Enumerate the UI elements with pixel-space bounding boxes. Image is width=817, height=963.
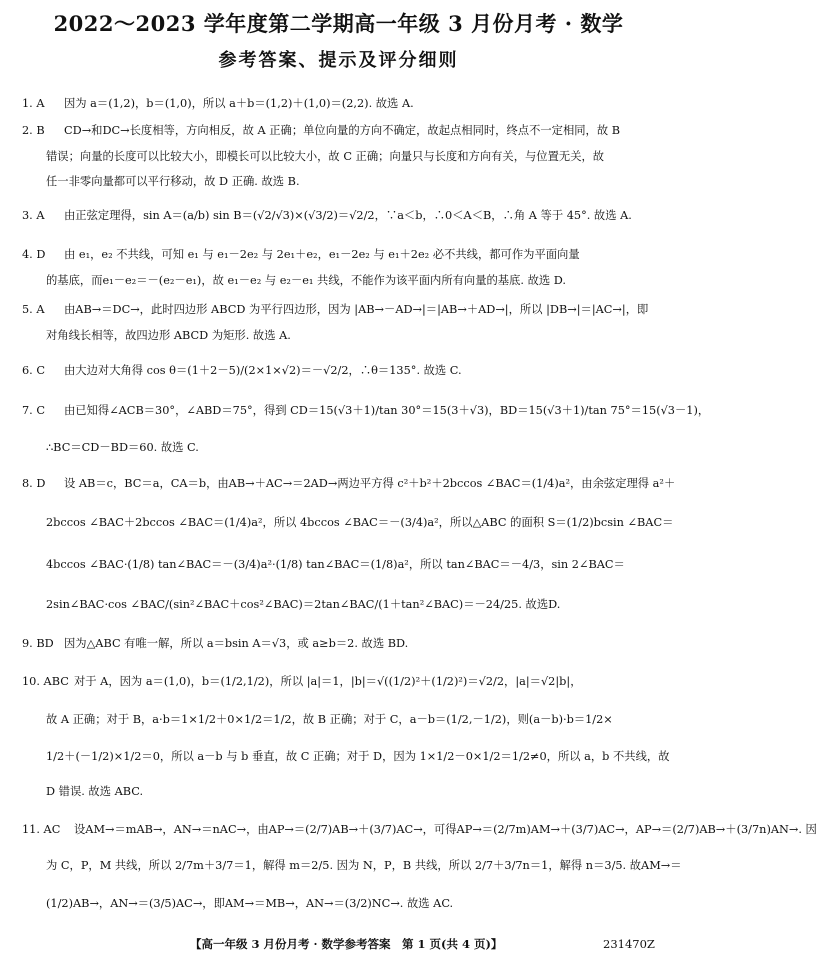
answer-line — [0, 555, 677, 575]
answer-line — [0, 271, 677, 291]
answer-line — [0, 147, 677, 167]
answer-number: 5. A — [22, 303, 45, 316]
answer-text: 由大边对大角得 cos θ＝(1＋2－5)/(2×1×√2)＝－√2/2，∴θ＝135°. 故选 C. — [64, 364, 462, 377]
answer-text: ∴BC＝CD－BD＝60. 故选 C. — [46, 441, 199, 454]
answer-text: 设AM→＝mAB→，AN→＝nAC→，由AP→＝(2/7)AB→＋(3/7)AC→，可得AP→＝(2/7m)AM→＋(3/7)AC→，AP→＝(2/7)AB→＋(3/7n)AN→. 因 — [74, 823, 817, 836]
answer-text: 2sin∠BAC·cos ∠BAC/(sin²∠BAC＋cos²∠BAC)＝2tan∠BAC/(1＋tan²∠BAC)＝－24/25. 故选D. — [46, 598, 561, 611]
answer-line — [0, 782, 677, 802]
answer-line — [0, 634, 677, 654]
answer-text: 由AB→＝DC→，此时四边形 ABCD 为平行四边形，因为 |AB→－AD→|＝|AB→＋AD→|，所以 |DB→|＝|AC→|，即 — [64, 303, 649, 316]
answer-text: 4bccos ∠BAC·(1/8) tan∠BAC＝－(3/4)a²·(1/8) tan∠BAC＝(1/8)a²，所以 tan∠BAC＝－4/3，sin 2∠BAC＝ — [46, 558, 625, 571]
answer-line — [0, 894, 677, 914]
answer-text: 2bccos ∠BAC＋2bccos ∠BAC＝(1/4)a²，所以 4bccos ∠BAC＝－(3/4)a²，所以△ABC 的面积 S＝(1/2)bcsin ∠BAC＝ — [46, 516, 674, 529]
answer-text: 由已知得∠ACB＝30°，∠ABD＝75°，得到 CD＝15(√3＋1)/tan 30°＝15(3＋√3)，BD＝15(√3＋1)/tan 75°＝15(√3－1)， — [64, 404, 710, 417]
answer-text: CD→和DC→长度相等，方向相反，故 A 正确；单位向量的方向不确定，故起点相同时，终点不一定相同，故 B — [64, 124, 621, 137]
answer-text: 因为 a＝(1,2)，b＝(1,0)，所以 a＋b＝(1,2)＋(1,0)＝(2,2). 故选 A. — [64, 97, 414, 110]
answer-line — [0, 401, 710, 421]
answer-line — [0, 710, 677, 730]
answer-number: 2. B — [22, 124, 45, 137]
answer-text: 由正弦定理得，sin A＝(a/b) sin B＝(√2/√3)×(√3/2)＝√2/2，∵a＜b，∴0＜A＜B，∴角 A 等于 45°. 故选 A. — [64, 209, 632, 222]
answer-text: D 错误. 故选 ABC. — [46, 785, 144, 798]
footer-code: 231470Z — [603, 937, 655, 951]
answer-number: 9. BD — [22, 637, 54, 650]
answer-line — [0, 121, 677, 141]
answer-number: 4. D — [22, 248, 46, 261]
answer-line — [0, 672, 677, 692]
answer-number: 10. ABC — [22, 675, 69, 688]
answer-text: 因为△ABC 有唯一解，所以 a＝bsin A＝√3，或 a≥b＝2. 故选 BD. — [64, 637, 409, 650]
answer-line — [0, 94, 677, 114]
answer-line — [0, 361, 677, 381]
answer-line — [0, 513, 677, 533]
answer-line — [0, 300, 677, 320]
page-subtitle: 参考答案、提示及评分细则 — [218, 50, 459, 71]
answer-line — [0, 245, 677, 265]
answer-line — [0, 172, 677, 192]
answer-text: 设 AB＝c，BC＝a，CA＝b，由AB→＋AC→＝2AD→两边平方得 c²＋b²＋2bccos ∠BAC＝(1/4)a²，由余弦定理得 a²＋ — [64, 477, 676, 490]
answer-line — [0, 438, 677, 458]
answer-text: 故 A 正确；对于 B，a·b＝1×1/2＋0×1/2＝1/2，故 B 正确；对于 C，a－b＝(1/2,－1/2)，则(a－b)·b＝1/2× — [46, 713, 613, 726]
answer-text: 错误；向量的长度可以比较大小，即模长可以比较大小，故 C 正确；向量只与长度和方向有关，与位置无关，故 — [46, 150, 605, 163]
answer-line — [0, 856, 682, 876]
answer-number: 11. AC — [22, 823, 61, 836]
answer-line — [0, 820, 817, 840]
answer-text: 对于 A，因为 a＝(1,0)，b＝(1/2,1/2)，所以 |a|＝1，|b|＝√((1/2)²＋(1/2)²)＝√2/2，|a|＝√2|b|， — [74, 675, 582, 688]
answer-text: 为 C，P，M 共线，所以 2/7m＋3/7＝1，解得 m＝2/5. 因为 N，P，B 共线，所以 2/7＋3/7n＝1，解得 n＝3/5. 故AM→＝ — [46, 859, 682, 872]
answer-text: 由 e₁，e₂ 不共线，可知 e₁ 与 e₁－2e₂ 与 2e₁＋e₂，e₁－2e₂ 与 e₁＋2e₂ 必不共线，都可作为平面向量 — [64, 248, 580, 261]
answer-number: 8. D — [22, 477, 46, 490]
answer-text: 的基底，而e₁－e₂＝－(e₂－e₁)，故 e₁－e₂ 与 e₂－e₁ 共线，不能作为该平面内所有向量的基底. 故选 D. — [46, 274, 567, 287]
answer-line — [0, 595, 677, 615]
page-title: 2022～2023 学年度第二学期高一年级 3 月份月考 · 数学 — [53, 11, 624, 36]
answer-line — [0, 326, 677, 346]
answer-line — [0, 206, 677, 226]
page-footer — [0, 934, 677, 954]
answer-number: 3. A — [22, 209, 45, 222]
answer-line — [0, 747, 677, 767]
answer-number: 6. C — [22, 364, 46, 377]
answer-text: 对角线长相等，故四边形 ABCD 为矩形. 故选 A. — [46, 329, 291, 342]
answer-line — [0, 474, 677, 494]
footer-text: 【高一年级 3 月份月考 · 数学参考答案 第 1 页(共 4 页)】 — [190, 937, 503, 951]
answer-text: 1/2＋(－1/2)×1/2＝0，所以 a－b 与 b 垂直，故 C 正确；对于 D，因为 1×1/2－0×1/2＝1/2≠0，所以 a，b 不共线，故 — [46, 750, 670, 763]
answer-text: 任一非零向量都可以平行移动，故 D 正确. 故选 B. — [46, 175, 300, 188]
answer-number: 7. C — [22, 404, 46, 417]
answer-number: 1. A — [22, 97, 45, 110]
answer-text: (1/2)AB→，AN→＝(3/5)AC→，即AM→＝MB→，AN→＝(3/2)NC→. 故选 AC. — [46, 897, 454, 910]
